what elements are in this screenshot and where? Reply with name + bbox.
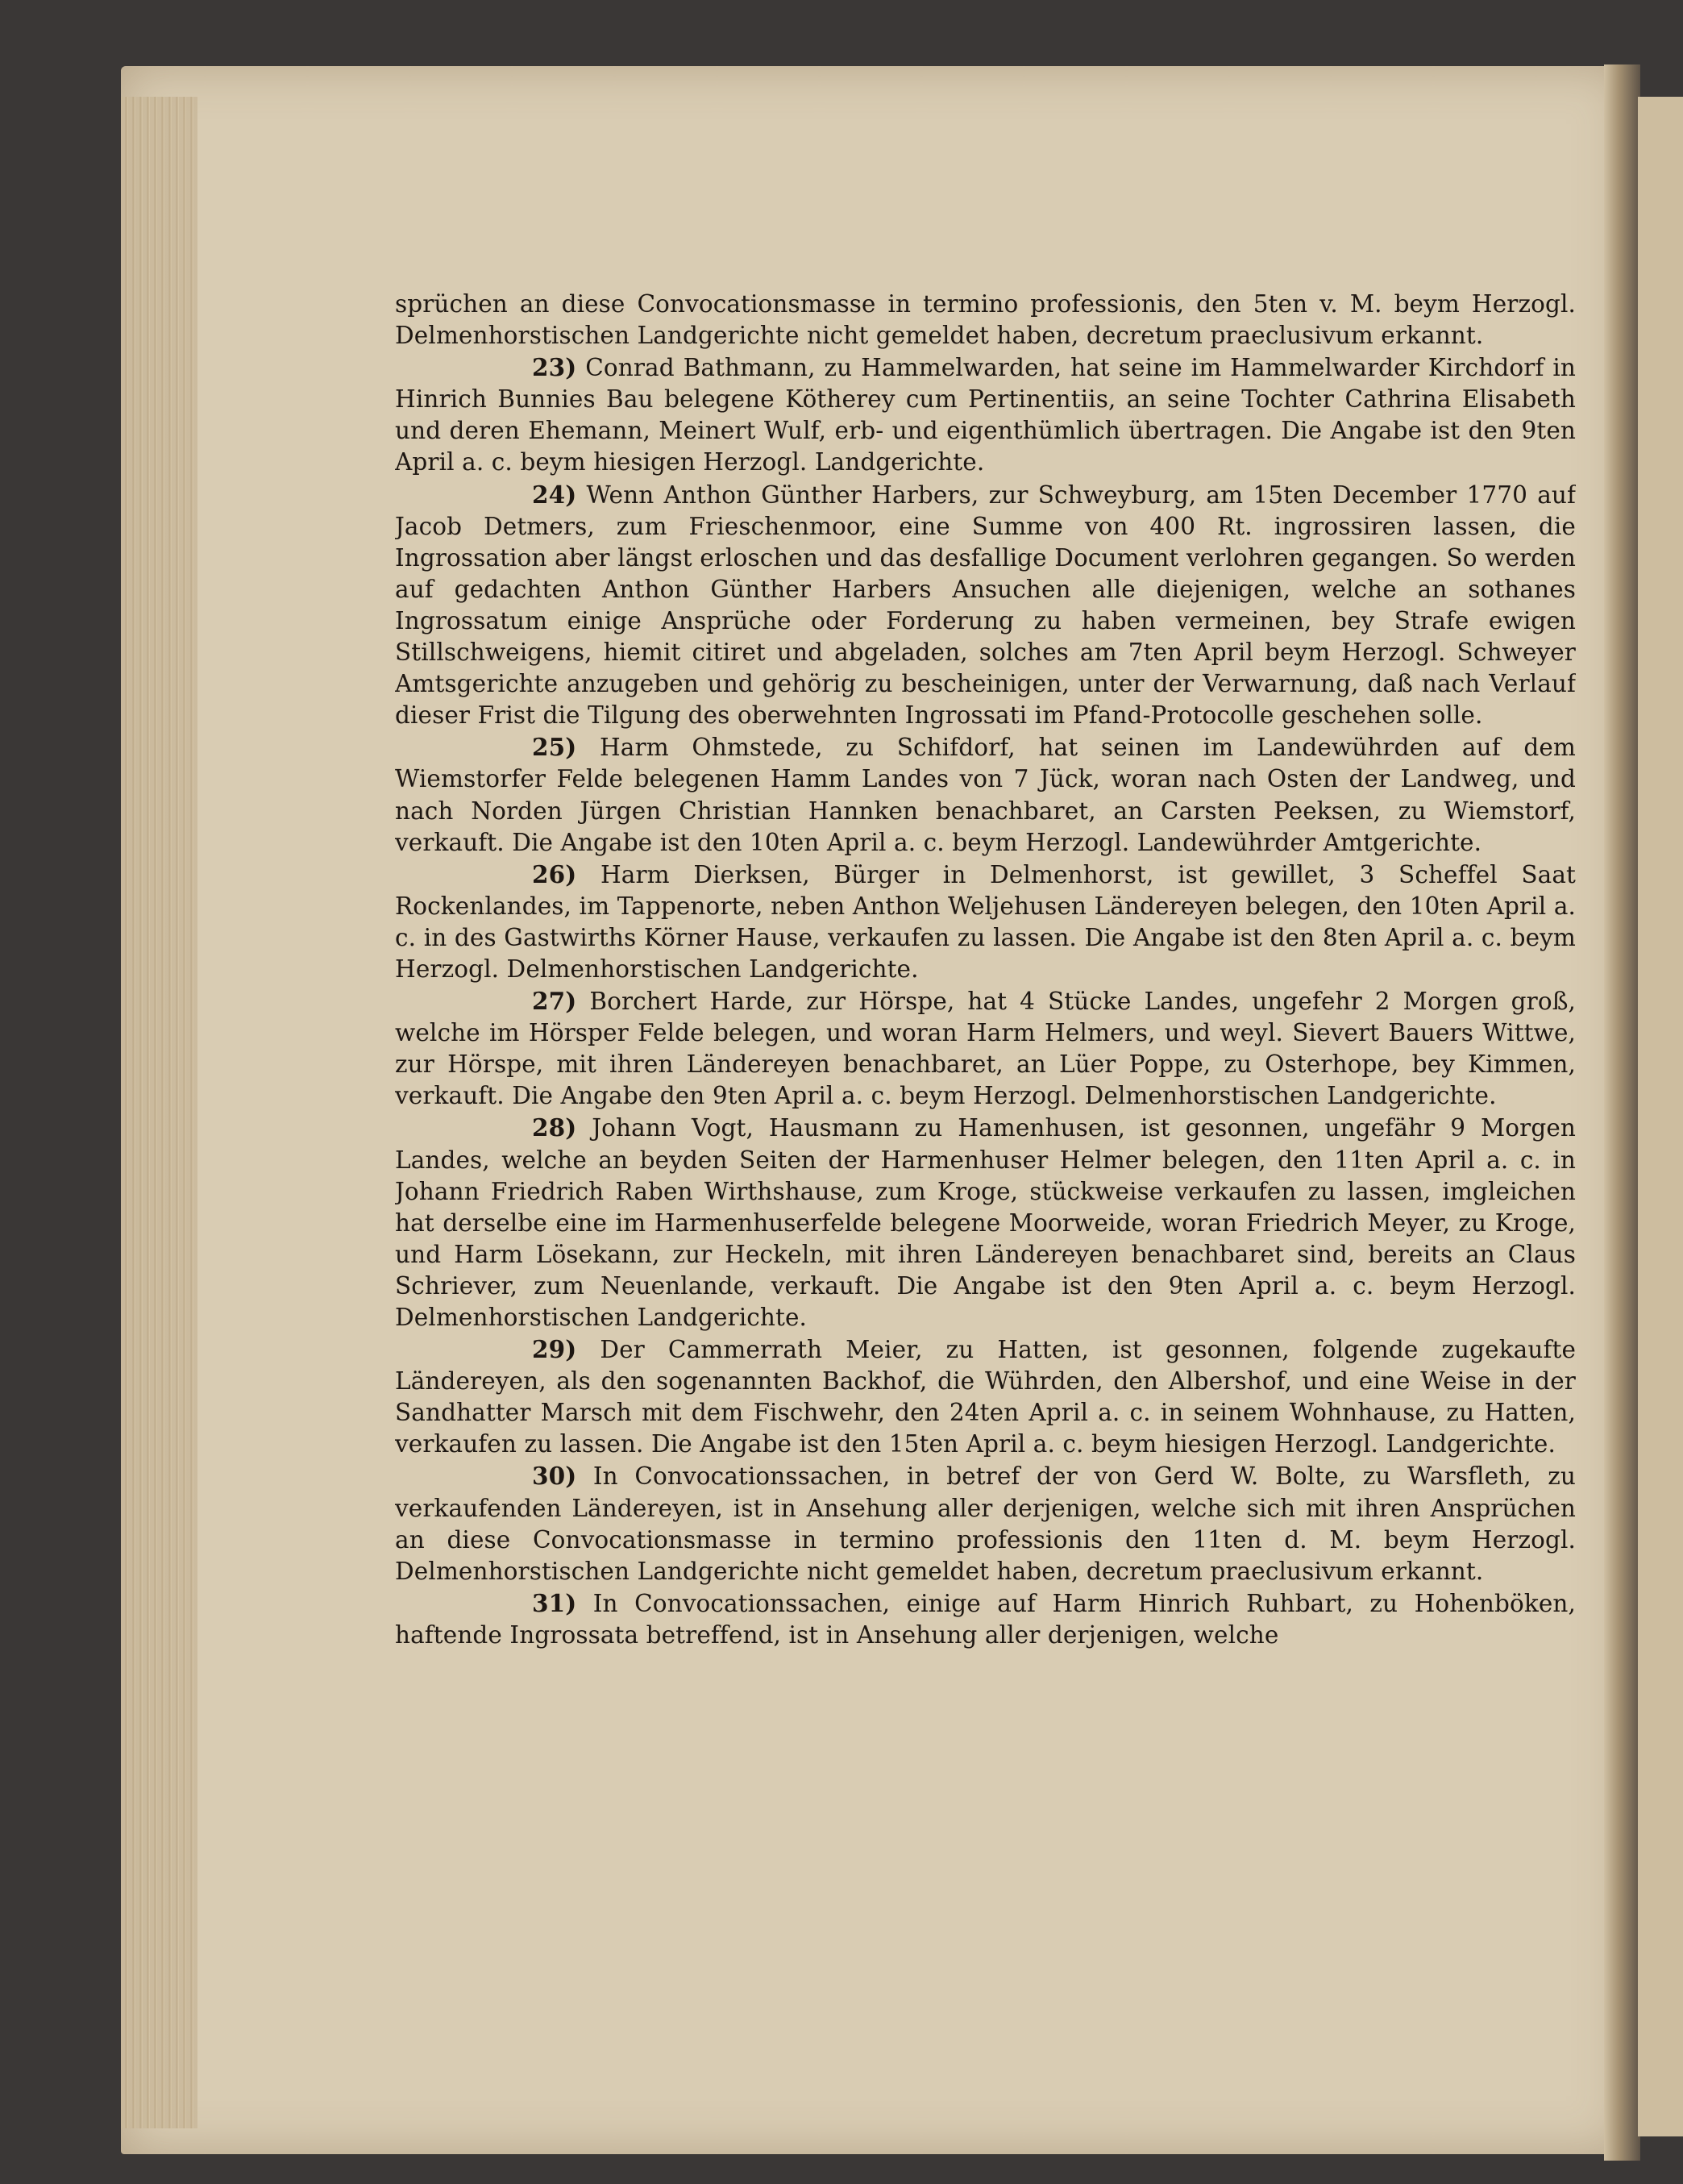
paragraph-text: In Convocationssachen, in betref der von Gerd W. Bolte, zu Warsfleth, zu verkaufenden Ländereyen, ist in Ansehung aller derjenigen, welche sich mit ihren Ansprüchen an diese Convocationsmasse in termino professionis den 11ten d. M. beym Herzogl. Delmenhorstischen Landgerichte nicht gemeldet haben, decretum praeclusivum erkannt. <box>395 1462 1576 1585</box>
entry-number: 25) <box>532 733 577 762</box>
paragraph-entry-23 <box>395 352 1576 478</box>
paragraph-entry-26 <box>395 859 1576 985</box>
paragraph-text: Johann Vogt, Hausmann zu Hamenhusen, ist gesonnen, ungefähr 9 Morgen Landes, welche an beyden Seiten der Harmenhuser Helmer belegen, den 11ten April a. c. in Johann Friedrich Raben Wirthshause, zum Kroge, stückweise verkaufen zu lassen, imgleichen hat derselbe eine im Harmenhuserfelde belegene Moorweide, woran Friedrich Meyer, zu Kroge, und Harm Lösekann, zur Heckeln, mit ihren Ländereyen benachbaret sind, bereits an Claus Schriever, zum Neuenlande, verkauft. Die Angabe ist den 9ten April a. c. beym Herzogl. Delmenhorstischen Landgerichte. <box>395 1114 1576 1331</box>
entry-number: 30) <box>532 1462 577 1491</box>
paragraph-text: Harm Ohmstede, zu Schifdorf, hat seinen im Landewührden auf dem Wiemstorfer Felde belegenen Hamm Landes von 7 Jück, woran nach Osten der Landweg, und nach Norden Jürgen Christian Hannken benachbaret, an Carsten Peeksen, zu Wiemstorf, verkauft. Die Angabe ist den 10ten April a. c. beym Herzogl. Landewührder Amtgerichte. <box>395 734 1576 856</box>
paragraph-entry-29 <box>395 1333 1576 1460</box>
entry-number: 26) <box>532 859 577 888</box>
paragraph-continuation <box>395 289 1576 352</box>
page-edges <box>121 97 197 2128</box>
paragraph-entry-30 <box>395 1460 1576 1587</box>
paragraph-entry-31 <box>395 1587 1576 1651</box>
paragraph-text: Der Cammerrath Meier, zu Hatten, ist gesonnen, folgende zugekaufte Ländereyen, als den sogenannten Backhof, die Wührden, den Albershof, und eine Weise in der Sandhatter Marsch mit dem Fischwehr, den 24ten April a. c. in seinem Wohnhause, zu Hatten, verkaufen zu lassen. Die Angabe ist den 15ten April a. c. beym hiesigen Herzogl. Landgerichte. <box>395 1336 1576 1458</box>
entry-number: 29) <box>532 1335 577 1364</box>
notice-text-block <box>395 289 1576 2022</box>
book-gutter <box>1604 64 1640 2161</box>
entry-number: 28) <box>532 1113 577 1142</box>
entry-number: 27) <box>532 987 577 1016</box>
entry-number: 24) <box>532 480 577 509</box>
paragraph-text: Conrad Bathmann, zu Hammelwarden, hat seine im Hammelwarder Kirchdorf in Hinrich Bunnies Bau belegene Kötherey cum Pertinentiis, an seine Tochter Cathrina Elisabeth und deren Ehemann, Meinert Wulf, erb- und eigenthümlich übertragen. Die Angabe ist den 9ten April a. c. beym hiesigen Herzogl. Landgerichte. <box>395 354 1576 476</box>
next-page-edge <box>1638 97 1683 2136</box>
paragraph-entry-25 <box>395 731 1576 858</box>
paragraph-text: sprüchen an diese Convocationsmasse in termino professionis, den 5ten v. M. beym Herzogl. Delmenhorstischen Landgerichte nicht gemeldet haben, decretum praeclusivum erkannt. <box>395 290 1576 350</box>
paragraph-text: In Convocationssachen, einige auf Harm Hinrich Ruhbart, zu Hohenböken, haftende Ingrossata betreffend, ist in Ansehung aller derjenigen, welche <box>395 1589 1576 1649</box>
paragraph-text: Borchert Harde, zur Hörspe, hat 4 Stücke Landes, ungefehr 2 Morgen groß, welche im Hörsper Felde belegen, und woran Harm Helmers, und weyl. Sievert Bauers Wittwe, zur Hörspe, mit ihren Ländereyen benachbaret, an Lüer Poppe, zu Osterhope, bey Kimmen, verkauft. Die Angabe den 9ten April a. c. beym Herzogl. Delmenhorstischen Landgerichte. <box>395 988 1576 1110</box>
paragraph-entry-24 <box>395 479 1576 732</box>
paragraph-text: Harm Dierksen, Bürger in Delmenhorst, ist gewillet, 3 Scheffel Saat Rockenlandes, im Tappenorte, neben Anthon Weljehusen Ländereyen belegen, den 10ten April a. c. in des Gastwirths Körner Hause, verkaufen zu lassen. Die Angabe ist den 8ten April a. c. beym Herzogl. Delmenhorstischen Landgerichte. <box>395 860 1576 983</box>
entry-number: 31) <box>532 1588 577 1617</box>
paragraph-entry-28 <box>395 1112 1576 1333</box>
paragraph-entry-27 <box>395 985 1576 1112</box>
paragraph-text: Wenn Anthon Günther Harbers, zur Schweyburg, am 15ten December 1770 auf Jacob Detmers, zum Frieschenmoor, eine Summe von 400 Rt. ingrossiren lassen, die Ingrossation aber längst erloschen und das desfallige Document verlohren gegangen. So werden auf gedachten Anthon Günther Harbers Ansuchen alle diejenigen, welche an sothanes Ingrossatum einige Ansprüche oder Forderung zu haben vermeinen, bey Strafe ewigen Stillschweigens, hiemit citiret und abgeladen, solches am 7ten April beym Herzogl. Schweyer Amtsgerichte anzugeben und gehörig zu bescheinigen, unter der Verwarnung, daß nach Verlauf dieser Frist die Tilgung des oberwehnten Ingrossati im Pfand-Protocolle geschehen solle. <box>395 480 1576 730</box>
entry-number: 23) <box>532 353 577 382</box>
